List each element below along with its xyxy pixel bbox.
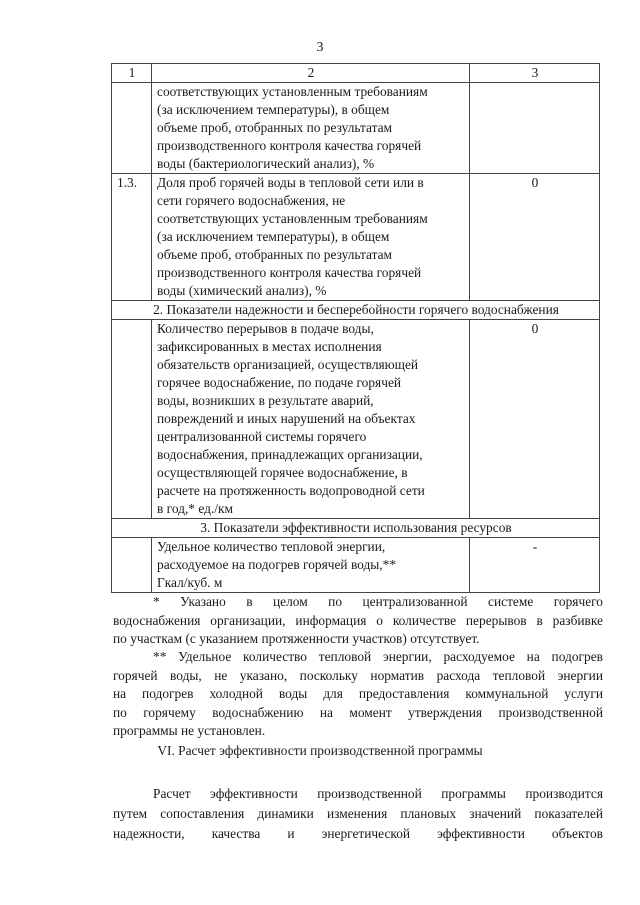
header-cell-3: 3	[470, 64, 600, 83]
footnote-2	[113, 648, 603, 741]
description-line: осуществляющей горячее водоснабжение, в	[157, 465, 408, 480]
row-description	[152, 83, 470, 174]
row-description	[152, 538, 470, 593]
section-row-2	[112, 301, 600, 320]
footnote-line: * Указано в целом по централизованной системе горячего	[153, 594, 603, 609]
header-cell-2: 2	[152, 64, 470, 83]
description-line: централизованной системы горячего	[157, 429, 367, 444]
row-description	[152, 320, 470, 519]
row-number	[112, 83, 152, 174]
footnote-line: ** Удельное количество тепловой энергии, расходуемое на подогрев	[153, 649, 603, 664]
description-line: соответствующих установленным требованиям	[157, 84, 428, 99]
description-line: соответствующих установленным требованиям	[157, 211, 428, 226]
footnote-line: программы не установлен.	[113, 723, 266, 738]
description-line: расчете на протяженность водопроводной сети	[157, 483, 425, 498]
description-line: производственного контроля качества горячей	[157, 265, 422, 280]
row-value: 0	[470, 320, 600, 519]
description-line: производственного контроля качества горячей	[157, 138, 422, 153]
description-line: зафиксированных в местах исполнения	[157, 339, 382, 354]
table-header-row	[112, 64, 600, 83]
row-value: 0	[470, 174, 600, 301]
table-row-energy	[112, 538, 600, 593]
description-line: в год,* ед./км	[157, 501, 233, 516]
body-paragraph	[113, 784, 603, 844]
description-line: Гкал/куб. м	[157, 575, 223, 590]
page-number: 3	[316, 40, 324, 55]
description-line: (за исключением температуры), в общем	[157, 102, 390, 117]
description-line: воды, возникших в результате аварий,	[157, 393, 374, 408]
row-value: -	[470, 538, 600, 593]
indicators-table	[111, 63, 600, 593]
row-description	[152, 174, 470, 301]
footnote-line: на подогрев холодной воды для предоставления коммунальной услуги	[113, 686, 603, 701]
row-number	[112, 320, 152, 519]
row-value	[470, 83, 600, 174]
paragraph-line: Расчет эффективности производственной программы производится	[153, 786, 603, 801]
header-cell-1: 1	[112, 64, 152, 83]
footnote-line: по участкам (с указанием протяженности участков) отсутствует.	[113, 631, 480, 646]
footnote-line: по горячему водоснабжению на момент утверждения производственной	[113, 704, 603, 720]
description-line: воды (бактериологический анализ), %	[157, 156, 375, 171]
description-line: Удельное количество тепловой энергии,	[157, 539, 386, 554]
description-line: объеме проб, отобранных по результатам	[157, 247, 393, 262]
footnote-line: горячей воды, не указано, поскольку норматив расхода тепловой энергии	[113, 667, 603, 683]
description-line: обязательств организацией, осуществляющей	[157, 357, 419, 372]
paragraph-line: надежности, качества и энергетической эффективности объектов	[113, 826, 603, 841]
table-row-continuation	[112, 83, 600, 174]
description-line: Доля проб горячей воды в тепловой сети или в	[157, 175, 424, 190]
row-number	[112, 538, 152, 593]
section-title: 2. Показатели надежности и бесперебойности горячего водоснабжения	[112, 301, 600, 320]
description-line: воды (химический анализ), %	[157, 283, 327, 298]
description-line: сети горячего водоснабжения, не	[157, 193, 346, 208]
table-row-1-3	[112, 174, 600, 301]
description-line: Количество перерывов в подаче воды,	[157, 321, 374, 336]
description-line: водоснабжения, принадлежащих организации,	[157, 447, 423, 462]
section-heading: VI. Расчет эффективности производственной программы	[157, 743, 483, 758]
description-line: (за исключением температуры), в общем	[157, 229, 390, 244]
section-row-3	[112, 519, 600, 538]
description-line: объеме проб, отобранных по результатам	[157, 120, 393, 135]
table-row-reliability	[112, 320, 600, 519]
footnote-1	[113, 593, 603, 649]
section-title: 3. Показатели эффективности использования ресурсов	[112, 519, 600, 538]
footnote-line: водоснабжения организации, информация о количестве перерывов в разбивке	[113, 612, 603, 628]
description-line: горячее водоснабжение, по подаче горячей	[157, 375, 402, 390]
description-line: расходуемое на подогрев горячей воды,**	[157, 557, 397, 572]
row-number: 1.3.	[112, 174, 152, 301]
description-line: повреждений и иных нарушений на объектах	[157, 411, 416, 426]
paragraph-line: путем сопоставления динамики изменения плановых значений показателей	[113, 806, 603, 821]
